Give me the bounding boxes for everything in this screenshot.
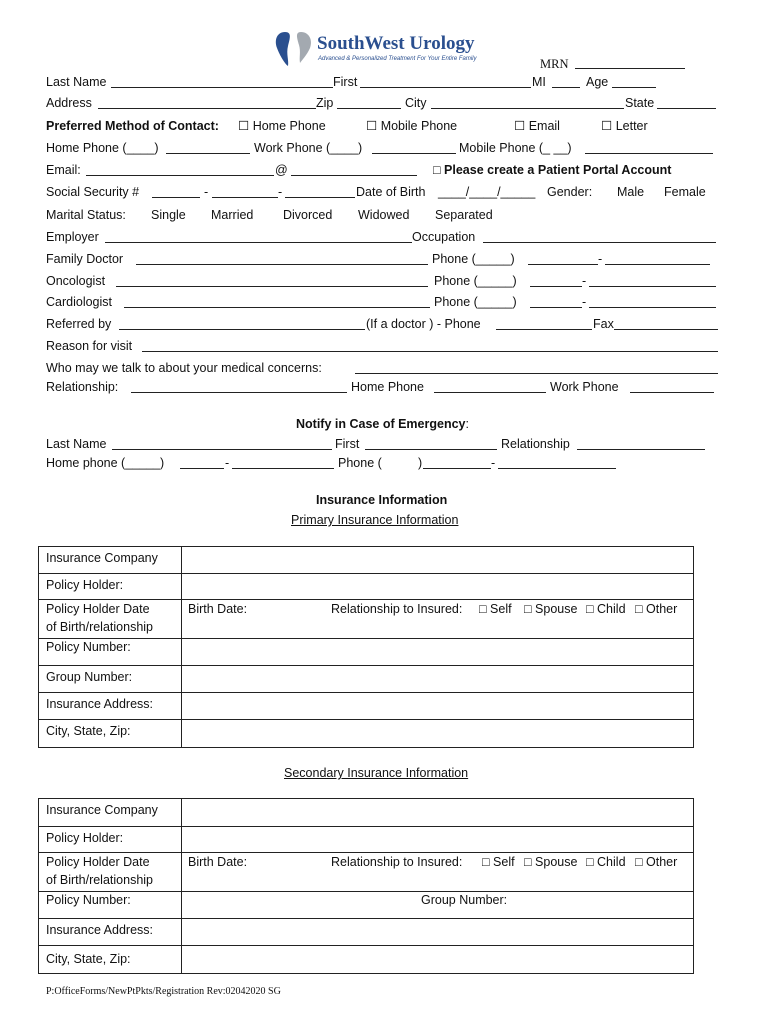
logo <box>273 30 503 70</box>
home-phone-field[interactable] <box>166 153 250 154</box>
primary-company-label: Insurance Company <box>46 551 158 565</box>
home-phone-label: Home Phone (____) <box>46 141 159 155</box>
primary-holder-label: Policy Holder: <box>46 578 124 592</box>
emergency-home-phone-field-1[interactable] <box>180 468 224 469</box>
mi-label: MI <box>532 75 546 89</box>
emergency-relationship-label: Relationship <box>501 437 570 451</box>
family-doctor-phone-field-2[interactable] <box>605 264 710 265</box>
mrn-label: MRN <box>540 57 569 71</box>
primary-relationship-self[interactable]: □ Self <box>479 602 512 616</box>
medical-contact-label: Who may we talk to about your medical concerns: <box>46 361 322 375</box>
secondary-holder-row <box>39 826 693 852</box>
employer-field[interactable] <box>105 242 412 243</box>
secondary-holder-label: Policy Holder: <box>46 831 124 845</box>
family-doctor-phone-label: Phone (_____) <box>432 252 515 266</box>
talk-work-phone-field[interactable] <box>630 392 714 393</box>
secondary-relationship-spouse[interactable]: □ Spouse <box>524 855 578 869</box>
primary-city-label: City, State, Zip: <box>46 724 131 738</box>
primary-holder-row <box>39 573 693 599</box>
emergency-heading: Notify in Case of Emergency: <box>296 417 469 431</box>
referral-phone-field[interactable] <box>496 329 592 330</box>
secondary-city-label: City, State, Zip: <box>46 952 131 966</box>
oncologist-phone-label: Phone (_____) <box>434 274 517 288</box>
talk-work-phone-label: Work Phone <box>550 380 619 394</box>
primary-holder-dob-label-1: Policy Holder Date <box>46 602 150 616</box>
first-name-field[interactable] <box>360 87 531 88</box>
ssn-label: Social Security # <box>46 185 140 199</box>
mobile-phone-field[interactable] <box>585 153 713 154</box>
emergency-last-name-label: Last Name <box>46 437 107 451</box>
cardiologist-phone-field-1[interactable] <box>530 307 582 308</box>
cardiologist-phone-dash: - <box>582 295 587 309</box>
city-label: City <box>405 96 427 110</box>
last-name-label: Last Name <box>46 75 107 89</box>
medical-contact-field[interactable] <box>355 373 718 374</box>
emergency-phone-field-2[interactable] <box>498 468 616 469</box>
secondary-relationship-child[interactable]: □ Child <box>586 855 626 869</box>
secondary-relationship-label: Relationship to Insured: <box>331 855 463 869</box>
secondary-group-number-label: Group Number: <box>421 893 508 907</box>
secondary-address-row <box>39 918 693 945</box>
secondary-address-label: Insurance Address: <box>46 923 154 937</box>
emergency-phone-label: Phone ( <box>338 456 382 470</box>
mobile-phone-label: Mobile Phone (_ __) <box>459 141 572 155</box>
primary-address-field[interactable] <box>184 693 690 719</box>
primary-relationship-label: Relationship to Insured: <box>331 602 463 616</box>
primary-holder-field[interactable] <box>184 574 690 599</box>
secondary-holder-dob-label-1: Policy Holder Date <box>46 855 150 869</box>
reason-for-visit-label: Reason for visit <box>46 339 133 353</box>
email-user-field[interactable] <box>86 175 274 176</box>
secondary-company-label: Insurance Company <box>46 803 158 817</box>
secondary-company-row <box>39 799 693 826</box>
last-name-field[interactable] <box>111 87 333 88</box>
emergency-phone-paren: ) <box>418 456 423 470</box>
gender-male-option[interactable]: Male <box>617 185 645 199</box>
primary-relationship-child[interactable]: □ Child <box>586 602 626 616</box>
cardiologist-label: Cardiologist <box>46 295 113 309</box>
address-label: Address <box>46 96 92 110</box>
logo-title: SouthWest Urology <box>317 33 475 54</box>
secondary-policy-number-row <box>39 891 693 918</box>
age-field[interactable] <box>612 87 656 88</box>
cardiologist-field[interactable] <box>124 307 430 308</box>
emergency-first-field[interactable] <box>365 449 497 450</box>
reason-for-visit-field[interactable] <box>142 351 718 352</box>
primary-company-field[interactable] <box>184 547 690 573</box>
primary-holder-dob-label-2: of Birth/relationship <box>46 620 154 634</box>
email-label: Email: <box>46 163 81 177</box>
secondary-insurance-table <box>38 798 694 974</box>
oncologist-label: Oncologist <box>46 274 106 288</box>
occupation-label: Occupation <box>412 230 476 244</box>
referred-by-label: Referred by <box>46 317 112 331</box>
secondary-insurance-heading: Secondary Insurance Information <box>284 766 469 780</box>
secondary-birth-date-label: Birth Date: <box>188 855 248 869</box>
family-doctor-label: Family Doctor <box>46 252 124 266</box>
contact-method-label: Preferred Method of Contact: <box>46 119 219 133</box>
ssn-part1-field[interactable] <box>152 197 200 198</box>
family-doctor-phone-field-1[interactable] <box>528 264 598 265</box>
oncologist-field[interactable] <box>116 286 428 287</box>
marital-married-option[interactable]: Married <box>211 208 254 222</box>
secondary-holder-field[interactable] <box>184 827 690 852</box>
secondary-group-number-field[interactable] <box>519 892 689 918</box>
emergency-phone-field-1[interactable] <box>423 468 491 469</box>
primary-group-number-field[interactable] <box>184 666 690 692</box>
primary-insurance-table <box>38 546 694 748</box>
email-at-sign: @ <box>275 163 288 177</box>
secondary-relationship-self[interactable]: □ Self <box>482 855 515 869</box>
primary-city-row <box>39 719 693 747</box>
secondary-policy-number-field[interactable] <box>184 892 414 918</box>
mi-field[interactable] <box>552 87 580 88</box>
ssn-dash-2: - <box>278 185 283 199</box>
secondary-policy-number-label: Policy Number: <box>46 893 131 907</box>
secondary-relationship-other[interactable]: □ Other <box>635 855 678 869</box>
talk-home-phone-label: Home Phone <box>351 380 424 394</box>
secondary-holder-dob-label-2: of Birth/relationship <box>46 873 154 887</box>
ssn-dash-1: - <box>204 185 209 199</box>
primary-city-field[interactable] <box>184 720 690 747</box>
address-field[interactable] <box>98 108 316 109</box>
zip-label: Zip <box>316 96 334 110</box>
primary-policy-number-row <box>39 638 693 665</box>
relationship-field[interactable] <box>131 392 347 393</box>
gender-female-option[interactable]: Female <box>664 185 706 199</box>
fax-field[interactable] <box>614 329 718 330</box>
talk-home-phone-field[interactable] <box>434 392 546 393</box>
gender-label: Gender: <box>547 185 593 199</box>
contact-letter-option[interactable]: ☐ Letter <box>601 119 648 133</box>
primary-policy-number-field[interactable] <box>184 639 690 665</box>
portal-account-checkbox[interactable]: □ Please create a Patient Portal Account <box>433 163 672 177</box>
email-domain-field[interactable] <box>291 175 417 176</box>
secondary-city-row <box>39 945 693 973</box>
cardiologist-phone-label: Phone (_____) <box>434 295 517 309</box>
oncologist-phone-dash: - <box>582 274 587 288</box>
contact-home-phone-option[interactable]: ☐ Home Phone <box>238 119 326 133</box>
primary-birth-date-label: Birth Date: <box>188 602 248 616</box>
emergency-home-phone-field-2[interactable] <box>232 468 334 469</box>
ssn-part2-field[interactable] <box>212 197 278 198</box>
mrn-line[interactable] <box>575 68 685 69</box>
marital-single-option[interactable]: Single <box>151 208 186 222</box>
emergency-first-label: First <box>335 437 360 451</box>
primary-relationship-other[interactable]: □ Other <box>635 602 678 616</box>
state-label: State <box>625 96 655 110</box>
secondary-holder-dob-row <box>39 852 693 891</box>
emergency-last-name-field[interactable] <box>112 449 332 450</box>
work-phone-label: Work Phone (____) <box>254 141 363 155</box>
contact-email-option[interactable]: ☐ Email <box>514 119 560 133</box>
state-field[interactable] <box>657 108 716 109</box>
primary-relationship-spouse[interactable]: □ Spouse <box>524 602 578 616</box>
primary-address-row <box>39 692 693 719</box>
secondary-address-field[interactable] <box>184 919 690 945</box>
city-field[interactable] <box>431 108 624 109</box>
emergency-phone-dash: - <box>491 456 496 470</box>
emergency-home-phone-label: Home phone (_____) <box>46 456 165 470</box>
primary-holder-dob-row <box>39 599 693 638</box>
primary-address-label: Insurance Address: <box>46 697 154 711</box>
oncologist-phone-field-1[interactable] <box>530 286 582 287</box>
insurance-heading: Insurance Information <box>316 493 448 507</box>
zip-field[interactable] <box>337 108 401 109</box>
ssn-part3-field[interactable] <box>285 197 355 198</box>
contact-mobile-phone-option[interactable]: ☐ Mobile Phone <box>366 119 458 133</box>
family-doctor-field[interactable] <box>136 264 428 265</box>
occupation-field[interactable] <box>483 242 716 243</box>
primary-group-number-label: Group Number: <box>46 670 133 684</box>
marital-separated-option[interactable]: Separated <box>435 208 493 222</box>
relationship-label: Relationship: <box>46 380 119 394</box>
emergency-home-phone-dash: - <box>225 456 230 470</box>
employer-label: Employer <box>46 230 99 244</box>
marital-divorced-option[interactable]: Divorced <box>283 208 333 222</box>
primary-group-number-row <box>39 665 693 692</box>
marital-status-label: Marital Status: <box>46 208 126 222</box>
referred-by-field[interactable] <box>119 329 365 330</box>
secondary-company-field[interactable] <box>184 799 690 826</box>
fax-label: Fax <box>593 317 614 331</box>
referral-phone-label: (If a doctor ) - Phone <box>366 317 481 331</box>
oncologist-phone-field-2[interactable] <box>589 286 716 287</box>
footer-revision: P:OfficeForms/NewPtPkts/Registration Rev:02042020 SG <box>46 986 281 997</box>
family-doctor-phone-dash: - <box>598 252 603 266</box>
kidney-logo-icon <box>273 30 315 68</box>
cardiologist-phone-field-2[interactable] <box>589 307 716 308</box>
marital-widowed-option[interactable]: Widowed <box>358 208 410 222</box>
primary-company-row <box>39 547 693 573</box>
first-name-label: First <box>333 75 358 89</box>
primary-insurance-heading: Primary Insurance Information <box>291 513 459 527</box>
logo-tagline: Advanced & Personalized Treatment For Your Entire Family <box>318 56 477 62</box>
dob-label: Date of Birth <box>356 185 426 199</box>
dob-field[interactable]: ____/____/_____ <box>438 185 536 199</box>
emergency-relationship-field[interactable] <box>577 449 705 450</box>
work-phone-field[interactable] <box>372 153 456 154</box>
age-label: Age <box>586 75 609 89</box>
secondary-city-field[interactable] <box>184 946 690 973</box>
primary-policy-number-label: Policy Number: <box>46 640 131 654</box>
